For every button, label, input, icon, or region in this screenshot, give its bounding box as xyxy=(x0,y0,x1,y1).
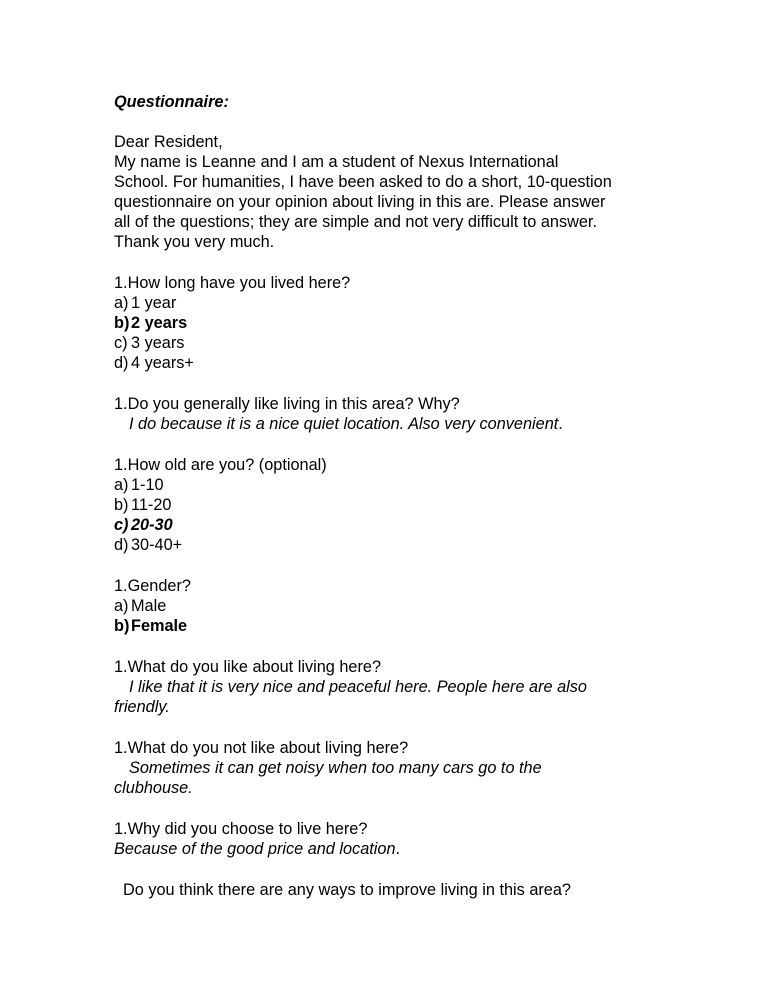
answer-7 xyxy=(114,839,400,859)
question-4: 1.Gender? xyxy=(114,577,191,595)
option-letter: b) xyxy=(114,314,130,332)
question-8: Do you think there are any ways to improve living in this area? xyxy=(123,881,571,899)
option-letter: d) xyxy=(114,536,129,554)
answer-text: I do because it is a nice quiet location. Also very convenient xyxy=(129,415,559,433)
answer-text: Because of the good price and location xyxy=(114,840,396,858)
intro-line: My name is Leanne and I am a student of Nexus International xyxy=(114,153,559,171)
option-text: 20-30 xyxy=(131,516,173,534)
question-3: 1.How old are you? (optional) xyxy=(114,456,327,474)
intro-line: questionnaire on your opinion about living in this are. Please answer xyxy=(114,193,606,211)
answer-6-line-2: clubhouse. xyxy=(114,779,193,797)
question-7: 1.Why did you choose to live here? xyxy=(114,820,368,838)
option-letter: a) xyxy=(114,294,129,312)
option-text: 1-10 xyxy=(131,476,164,494)
intro-line: School. For humanities, I have been asked to do a short, 10-question xyxy=(114,173,612,191)
option-d xyxy=(114,535,182,555)
document-title: Questionnaire: xyxy=(114,93,229,111)
option-d xyxy=(114,353,194,373)
option-b xyxy=(114,495,171,515)
option-a xyxy=(114,475,164,495)
answer-5-line-2: friendly. xyxy=(114,698,170,716)
option-text: Female xyxy=(131,617,188,635)
option-letter: b) xyxy=(114,496,129,514)
answer-6-line-1: Sometimes it can get noisy when too many cars go to the xyxy=(129,759,542,777)
option-text: 2 years xyxy=(131,314,188,332)
option-text: 1 year xyxy=(131,294,177,312)
option-b-selected xyxy=(114,616,187,636)
question-2: 1.Do you generally like living in this area? Why? xyxy=(114,395,460,413)
option-a xyxy=(114,293,176,313)
intro-line: all of the questions; they are simple and not very difficult to answer. xyxy=(114,213,597,231)
answer-5-line-1: I like that it is very nice and peaceful here. People here are also xyxy=(129,678,587,696)
option-letter: b) xyxy=(114,617,130,635)
option-a xyxy=(114,596,166,616)
question-5: 1.What do you like about living here? xyxy=(114,658,381,676)
option-text: Male xyxy=(131,597,167,615)
question-1: 1.How long have you lived here? xyxy=(114,274,351,292)
option-text: 30-40+ xyxy=(131,536,183,554)
intro-line: Thank you very much. xyxy=(114,233,275,251)
option-letter: d) xyxy=(114,354,129,372)
option-c xyxy=(114,333,184,353)
option-letter: c) xyxy=(114,516,129,534)
greeting: Dear Resident, xyxy=(114,133,223,151)
option-text: 4 years+ xyxy=(131,354,194,372)
question-6: 1.What do you not like about living here? xyxy=(114,739,409,757)
answer-2 xyxy=(129,414,563,434)
answer-punct: . xyxy=(558,415,563,433)
option-letter: a) xyxy=(114,476,129,494)
option-b-selected xyxy=(114,313,187,333)
option-text: 3 years xyxy=(131,334,185,352)
option-letter: c) xyxy=(114,334,128,352)
answer-punct: . xyxy=(395,840,401,858)
option-text: 11-20 xyxy=(131,496,172,514)
option-letter: a) xyxy=(114,597,129,615)
option-c-selected xyxy=(114,515,173,535)
